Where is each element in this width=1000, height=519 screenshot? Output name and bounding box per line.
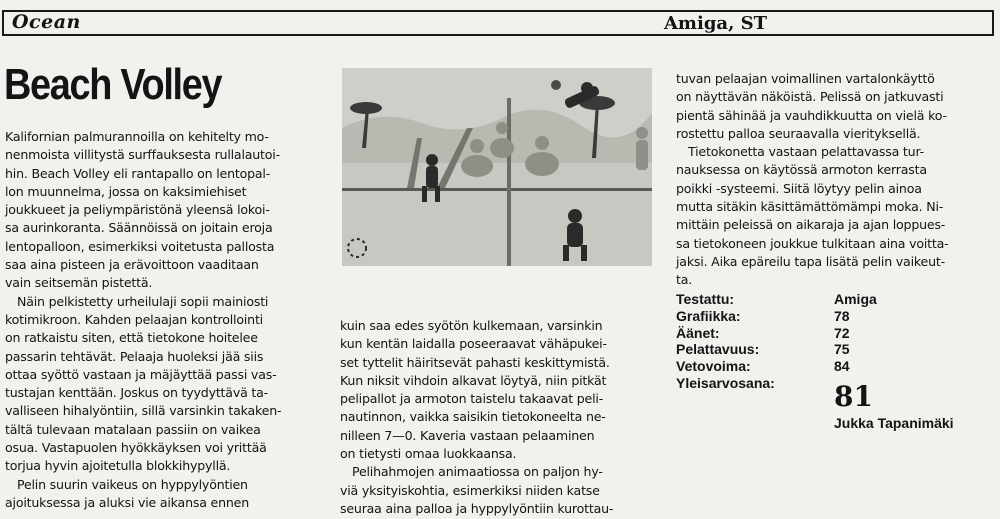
text-line: vain seitsemän pistettä.: [5, 275, 153, 291]
overall-score: 81: [834, 380, 873, 413]
text-line: rostettu palloa seuraavalla vierityksellä.: [676, 125, 921, 141]
text-line: poikki -systeemi. Siitä löytyy pelin ainoa: [676, 180, 922, 196]
rating-value: Amiga: [834, 291, 877, 307]
text-line: nenmoista villitystä surffauksesta rullalautoi-: [5, 147, 280, 163]
text-line: sa tietokoneen joukkue tulkitaan aina voitta-: [676, 235, 949, 251]
rating-value: 72: [834, 324, 850, 341]
rating-row: [676, 325, 986, 342]
text-line: tuvan pelaajan voimallinen vartalonkäyttö: [676, 71, 935, 86]
text-line: hin. Beach Volley eli rantapallo on lentopal-: [5, 165, 271, 181]
column-3: [676, 70, 986, 290]
text-line: Tietokonetta vastaan pelattavassa tur-: [688, 144, 924, 160]
rating-row: [676, 375, 986, 392]
column-2: [340, 317, 648, 518]
text-line: jaksi. Aika epäreilu tapa lisätä pelin vaikeut-: [676, 253, 945, 269]
text-line: saa aina pisteen ja erävoittoon vaaditaan: [5, 257, 259, 273]
rating-label: Testattu:: [676, 291, 735, 307]
rating-value: 75: [834, 341, 850, 358]
text-line: pientä sähinää ja vauhdikkuutta on vielä ko-: [676, 107, 947, 123]
text-line: Kalifornian palmurannoilla on kehitelty mo-: [5, 129, 269, 144]
text-line: ottaa syöttö vastaan ja mäjäyttää passi vas-: [5, 366, 277, 382]
text-line: torjua hyvin ajoitetulla blokkihypyllä.: [5, 458, 231, 474]
article-title: Beach Volley: [4, 60, 222, 109]
rating-label: Pelattavuus:: [676, 341, 760, 358]
text-line: pelipallot ja armoton taistelu takaavat peli-: [340, 391, 604, 407]
rating-value: 78: [834, 307, 850, 324]
text-line: ajoituksessa ja aluksi vie aikansa ennen: [5, 494, 249, 510]
text-line: Näin pelkistetty urheilulaji sopii mainiosti: [17, 293, 269, 309]
text-line: Pelin suurin vaikeus on hyppylyöntien: [17, 476, 248, 492]
text-line: set tyttelit häiritsevät pahasti keskittymistä.: [340, 354, 610, 370]
rating-row: [676, 291, 986, 308]
rating-row: [676, 341, 986, 358]
ratings-box: [676, 291, 986, 431]
platforms: Amiga, ST: [663, 13, 767, 34]
text-line: nauksessa on käytössä armoton kerrasta: [676, 162, 927, 178]
game-screenshot: [342, 68, 652, 266]
text-line: sa aurinkoranta. Säännöissä on joitain eroja: [5, 220, 273, 236]
text-line: on ratkaistu siten, että tietokone hoitelee: [5, 330, 258, 346]
publisher: Ocean: [12, 11, 81, 33]
text-line: joukkueet ja peliympäristönä yleensä lokoi-: [5, 202, 270, 218]
rating-label: Vetovoima:: [676, 358, 751, 375]
rating-value: 84: [834, 358, 850, 375]
text-line: nilleen 7—0. Kaveria vastaan pelaaminen: [340, 427, 595, 443]
text-line: on tietysti omaa luokkaansa.: [340, 446, 517, 462]
header-bar: [2, 10, 994, 36]
text-line: osua. Vastapuolen hyökkäyksen voi yrittää: [5, 440, 267, 456]
text-line: valliseen hihalyöntiin, sillä varsinkin takaken-: [5, 403, 282, 419]
text-line: mutta sitäkin käsittämättömämpi moka. Ni-: [676, 199, 944, 215]
text-line: passarin tehtävät. Pelaaja huoleksi jää siis: [5, 348, 264, 364]
rating-row: [676, 308, 986, 325]
text-line: kun kentän laidalla poseeraavat vähäpukei-: [340, 336, 607, 352]
text-line: kuin saa edes syötön kulkemaan, varsinkin: [340, 318, 603, 333]
text-line: kotimikroon. Kahden pelaajan kontrollointi: [5, 311, 263, 327]
text-line: lon muunnelma, jossa on kaksimiehiset: [5, 183, 247, 199]
rating-row: [676, 358, 986, 375]
rating-label: Yleisarvosana:: [676, 374, 775, 391]
text-line: ta.: [676, 272, 693, 288]
text-line: seuraa aina palloa ja hyppylyöntiin kurottau-: [340, 500, 614, 516]
text-line: tustajan kenttään. Joskus on tyydyttävä ta-: [5, 385, 268, 401]
rating-label: Grafiikka:: [676, 307, 741, 324]
rating-label: Äänet:: [676, 324, 720, 341]
text-line: Kun niksit vihdoin alkavat löytyä, niin pitkät: [340, 372, 607, 388]
text-line: on näyttävän näköistä. Pelissä on jatkuvasti: [676, 89, 944, 105]
column-1: [5, 128, 312, 512]
text-line: Pelihahmojen animaatiossa on paljon hy-: [352, 464, 603, 480]
text-line: tältä tulevaan matalaan passiin on vaikea: [5, 421, 261, 437]
text-line: lentopalloon, esimerkiksi voitetusta pallosta: [5, 238, 275, 254]
text-line: nautinnon, vaikka saisikin tietokoneelta ne-: [340, 409, 606, 425]
reviewer-name: Jukka Tapanimäki: [834, 415, 954, 431]
text-line: viä yksityiskohtia, esimerkiksi niiden katse: [340, 482, 600, 498]
text-line: mittäin peleissä on aikaraja ja ajan loppues-: [676, 217, 946, 233]
